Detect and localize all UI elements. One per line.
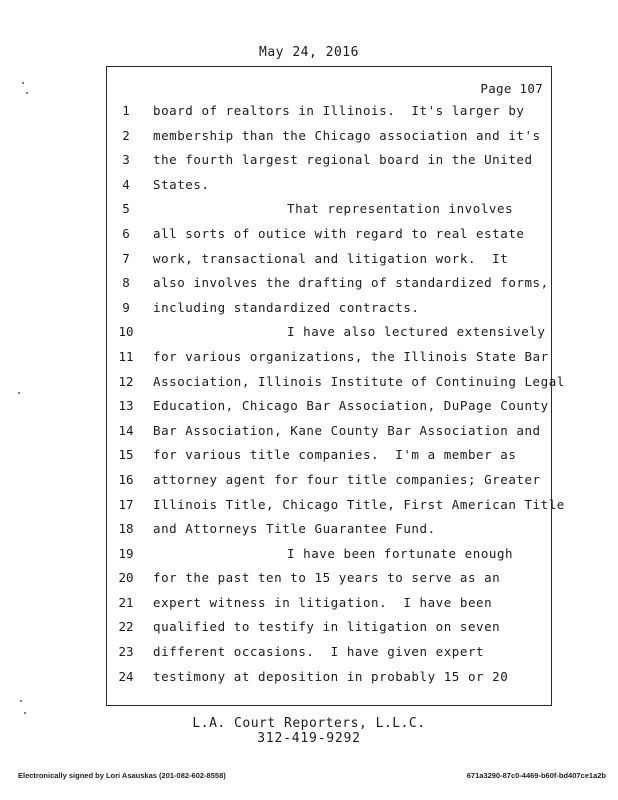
line-number: 15 [118, 447, 134, 463]
line-text: membership than the Chicago association and it's [153, 127, 541, 143]
line-number: 17 [118, 496, 134, 512]
line-number: 16 [118, 471, 134, 487]
scan-speck [26, 92, 28, 94]
line-text: for various title companies. I'm a member as [153, 447, 517, 463]
line-text: That representation involves [287, 201, 514, 217]
line-text: qualified to testify in litigation on seven [153, 619, 501, 635]
transcript-date: May 24, 2016 [259, 45, 359, 60]
line-number: 5 [122, 201, 130, 217]
line-number: 9 [122, 299, 130, 315]
transcript-line [107, 420, 551, 445]
page-number: Page 107 [480, 81, 543, 96]
court-reporter-phone: 312-419-9292 [257, 731, 361, 746]
line-number: 8 [122, 275, 130, 291]
line-number: 12 [118, 373, 134, 389]
line-text: Education, Chicago Bar Association, DuPage County [153, 398, 549, 414]
transcript-line [107, 371, 565, 396]
transcript-line [107, 469, 551, 494]
line-number: 7 [122, 250, 130, 266]
transcript-line [107, 346, 551, 371]
transcript-line [107, 248, 551, 273]
transcript-line [107, 198, 551, 223]
line-text: testimony at deposition in probably 15 or 20 [153, 668, 509, 684]
line-text: also involves the drafting of standardized forms, [153, 275, 549, 291]
transcript-line [107, 223, 551, 248]
line-number: 10 [118, 324, 134, 340]
transcript-line [107, 666, 551, 691]
transcript-line [107, 321, 551, 346]
line-text: States. [153, 176, 210, 192]
line-text: expert witness in litigation. I have been [153, 594, 493, 610]
scan-speck [24, 712, 26, 714]
line-number: 2 [122, 127, 130, 143]
court-reporter-name: L.A. Court Reporters, L.L.C. [192, 716, 426, 731]
line-number: 13 [118, 398, 134, 414]
electronic-signature-note: Electronically signed by Lori Asauskas (201-082-602-8558) [18, 771, 226, 780]
transcript-line [107, 125, 551, 150]
line-number: 22 [118, 619, 134, 635]
transcript-line [107, 395, 551, 420]
transcript-line [107, 616, 551, 641]
line-number: 18 [118, 521, 134, 537]
line-text: work, transactional and litigation work. It [153, 250, 509, 266]
scan-speck [18, 392, 20, 394]
transcript-line [107, 149, 551, 174]
transcript-line [107, 543, 551, 568]
transcript-page-frame [106, 66, 565, 706]
transcript-line [107, 592, 551, 617]
transcript-line [107, 444, 551, 469]
line-text: and Attorneys Title Guarantee Fund. [153, 521, 436, 537]
document-id: 671a3290-87c0-4469-b60f-bd407ce1a2b [466, 771, 606, 780]
line-number: 23 [118, 644, 134, 660]
line-text: board of realtors in Illinois. It's larger by [153, 103, 525, 118]
line-number: 24 [118, 668, 134, 684]
transcript-line [107, 567, 551, 592]
line-text: Bar Association, Kane County Bar Association and [153, 422, 541, 438]
line-text: Association, Illinois Institute of Continuing Legal [153, 373, 565, 389]
line-number: 20 [118, 570, 134, 586]
line-number: 14 [118, 422, 134, 438]
transcript-line [107, 641, 551, 666]
line-text: the fourth largest regional board in the United [153, 152, 533, 168]
scan-speck [20, 700, 22, 702]
line-number: 21 [118, 594, 134, 610]
line-number: 4 [122, 176, 130, 192]
line-number: 1 [122, 103, 130, 118]
line-text: all sorts of outice with regard to real estate [153, 225, 525, 241]
line-text: I have been fortunate enough [287, 545, 514, 561]
line-number: 6 [122, 225, 130, 241]
line-text: attorney agent for four title companies; Greater [153, 471, 541, 487]
line-number: 3 [122, 152, 130, 168]
transcript-line [107, 272, 551, 297]
transcript-line [107, 518, 551, 543]
line-number: 19 [118, 545, 134, 561]
transcript-lines [107, 100, 565, 690]
line-text: for various organizations, the Illinois State Bar [153, 348, 549, 364]
line-text: including standardized contracts. [153, 299, 420, 315]
line-text: for the past ten to 15 years to serve as an [153, 570, 501, 586]
transcript-line [107, 100, 551, 125]
transcript-line [107, 174, 551, 199]
scan-speck [22, 82, 24, 84]
line-number: 11 [118, 348, 134, 364]
line-text: Illinois Title, Chicago Title, First American Title [153, 496, 565, 512]
line-text: I have also lectured extensively [287, 324, 546, 340]
line-text: different occasions. I have given expert [153, 644, 485, 660]
transcript-line [107, 494, 565, 519]
transcript-line [107, 297, 551, 322]
